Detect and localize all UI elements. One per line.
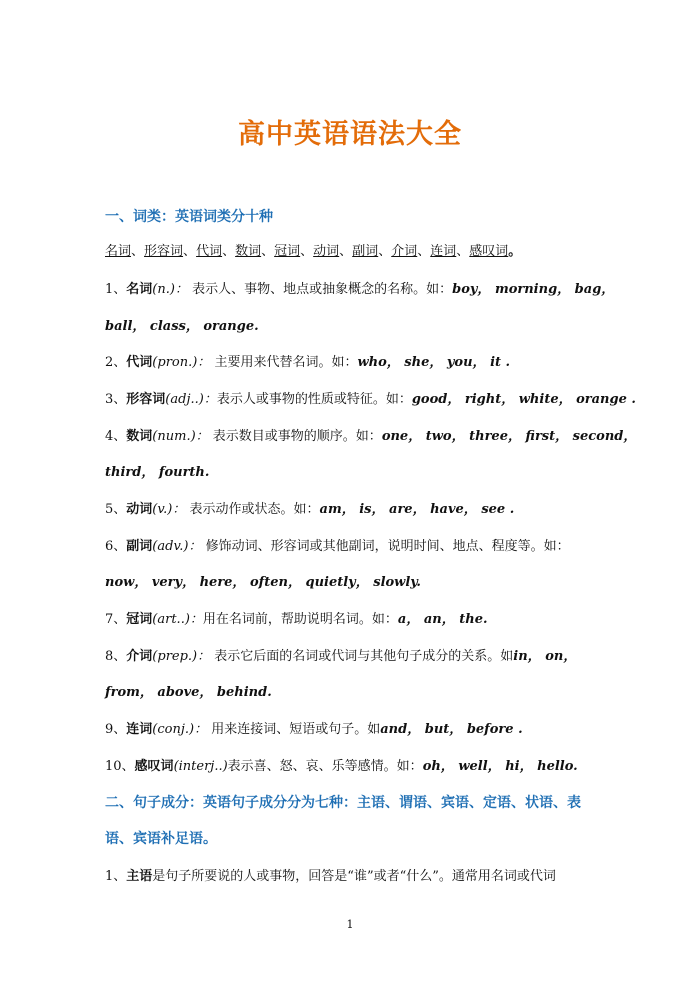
entry-desc: 表示动作或状态。如： bbox=[189, 502, 320, 517]
entry-number: 2、 bbox=[105, 355, 127, 370]
entry-term: 主语 bbox=[126, 869, 153, 884]
entry-term: 副词 bbox=[126, 539, 153, 554]
page-title: 高中英语语法大全 bbox=[238, 119, 462, 150]
word-class-item: 连词 bbox=[430, 244, 457, 259]
entry-number: 5、 bbox=[105, 502, 127, 517]
list-separator: 、 bbox=[456, 244, 470, 259]
word-class-item: 介词 bbox=[391, 244, 418, 259]
list-separator: 、 bbox=[300, 244, 314, 259]
list-separator: 、 bbox=[378, 244, 392, 259]
entry-desc: 用来连接词、短语或句子。如 bbox=[211, 722, 381, 737]
word-class-item: 感叹词 bbox=[469, 244, 509, 259]
entry-number: 1、 bbox=[105, 282, 127, 297]
entry-numeral-examples-2: third， fourth. bbox=[105, 465, 210, 480]
entry-abbr: (n.)： bbox=[152, 282, 188, 297]
entry-preposition bbox=[105, 645, 600, 664]
word-class-item: 冠词 bbox=[274, 244, 301, 259]
entry-adverb bbox=[105, 535, 600, 554]
entry-term: 介词 bbox=[126, 649, 153, 664]
entry-term: 代词 bbox=[126, 355, 153, 370]
entry-term: 名词 bbox=[126, 282, 153, 297]
entry-desc: 主要用来代替名词。如： bbox=[214, 355, 358, 370]
entry-examples: boy， morning， bag， bbox=[452, 282, 615, 297]
entry-examples: oh， well， hi， hello. bbox=[422, 759, 578, 774]
entry-adverb-examples-2: now， very， here， often， quietly， slowly. bbox=[105, 575, 421, 590]
entry-number: 8、 bbox=[105, 649, 127, 664]
word-class-item: 形容词 bbox=[144, 244, 184, 259]
list-separator: 、 bbox=[183, 244, 197, 259]
entry-desc: 表示人或事物的性质或特征。如： bbox=[216, 392, 412, 407]
entry-abbr: (pron.)： bbox=[152, 355, 211, 370]
entry-examples: who， she， you， it . bbox=[357, 355, 511, 370]
entry-interjection bbox=[105, 755, 600, 774]
entry-abbr: (prep.)： bbox=[152, 649, 211, 664]
entry-term: 数词 bbox=[126, 429, 153, 444]
entry-noun-examples-2: ball， class， orange. bbox=[105, 319, 259, 334]
word-class-item: 名词 bbox=[105, 244, 132, 259]
word-class-item: 动词 bbox=[313, 244, 340, 259]
entry-adjective bbox=[105, 388, 636, 407]
entry-desc: 是句子所要说的人或事物，回答是“谁”或者“什么”。通常用名词或代词 bbox=[152, 869, 556, 884]
entry-term: 连词 bbox=[126, 722, 153, 737]
entry-number: 4、 bbox=[105, 429, 127, 444]
entry-abbr: (adj..)： bbox=[165, 392, 217, 407]
entry-examples: am， is， are， have， see . bbox=[319, 502, 515, 517]
entry-desc: 表示它后面的名词或代词与其他句子成分的关系。如 bbox=[214, 649, 514, 664]
list-separator: 、 bbox=[222, 244, 236, 259]
list-separator: 、 bbox=[339, 244, 353, 259]
list-separator: 、 bbox=[417, 244, 431, 259]
entry-term: 形容词 bbox=[126, 392, 166, 407]
entry-abbr: (num.)： bbox=[152, 429, 209, 444]
entry-examples: in， on， bbox=[513, 649, 577, 664]
entry-examples: one， two， three， first， second， bbox=[381, 429, 637, 444]
entry-term: 感叹词 bbox=[134, 759, 174, 774]
entry-numeral bbox=[105, 425, 637, 444]
entry-verb bbox=[105, 498, 600, 517]
entry-desc: 表示数目或事物的顺序。如： bbox=[212, 429, 382, 444]
entry-number: 7、 bbox=[105, 612, 127, 627]
entry-term: 冠词 bbox=[126, 612, 153, 627]
entry-noun bbox=[105, 278, 615, 297]
word-class-item: 副词 bbox=[352, 244, 379, 259]
entry-number: 10、 bbox=[105, 759, 135, 774]
entry-desc: 修饰动词、形容词或其他副词，说明时间、地点、程度等。如： bbox=[205, 539, 570, 554]
entry-desc: 表示人、事物、地点或抽象概念的名称。如： bbox=[192, 282, 453, 297]
entry-number: 9、 bbox=[105, 722, 127, 737]
list-separator: 、 bbox=[261, 244, 275, 259]
page-number: 1 bbox=[346, 918, 354, 931]
section-1-heading: 一、词类：英语词类分十种 bbox=[105, 209, 273, 225]
entry-subject bbox=[105, 865, 600, 884]
section-2-heading-line-2: 语、宾语补足语。 bbox=[105, 831, 217, 847]
entry-term: 动词 bbox=[126, 502, 153, 517]
entry-desc: 表示喜、怒、哀、乐等感情。如： bbox=[227, 759, 423, 774]
entry-examples: a， an， the. bbox=[397, 612, 488, 627]
entry-preposition-examples-2: from， above， behind. bbox=[105, 685, 272, 700]
word-class-item: 代词 bbox=[196, 244, 223, 259]
entry-examples: and， but， before . bbox=[380, 722, 523, 737]
entry-number: 1、 bbox=[105, 869, 127, 884]
entry-examples: good， right， white， orange . bbox=[411, 392, 636, 407]
entry-conjunction bbox=[105, 718, 600, 737]
entry-number: 6、 bbox=[105, 539, 127, 554]
entry-number: 3、 bbox=[105, 392, 127, 407]
entry-abbr: (adv.)： bbox=[152, 539, 202, 554]
word-class-item: 数词 bbox=[235, 244, 262, 259]
entry-abbr: (v.)： bbox=[152, 502, 186, 517]
entry-abbr: (conj.)： bbox=[152, 722, 208, 737]
list-separator: 、 bbox=[131, 244, 145, 259]
entry-abbr: (art..)： bbox=[152, 612, 203, 627]
list-end: 。 bbox=[508, 244, 522, 259]
word-class-list bbox=[105, 240, 600, 259]
entry-abbr: (interj..) bbox=[173, 759, 228, 774]
entry-article bbox=[105, 608, 600, 627]
section-2-heading-line-1: 二、句子成分：英语句子成分分为七种：主语、谓语、宾语、定语、状语、表 bbox=[105, 795, 581, 811]
entry-desc: 用在名词前，帮助说明名词。如： bbox=[202, 612, 398, 627]
entry-pronoun bbox=[105, 351, 600, 370]
